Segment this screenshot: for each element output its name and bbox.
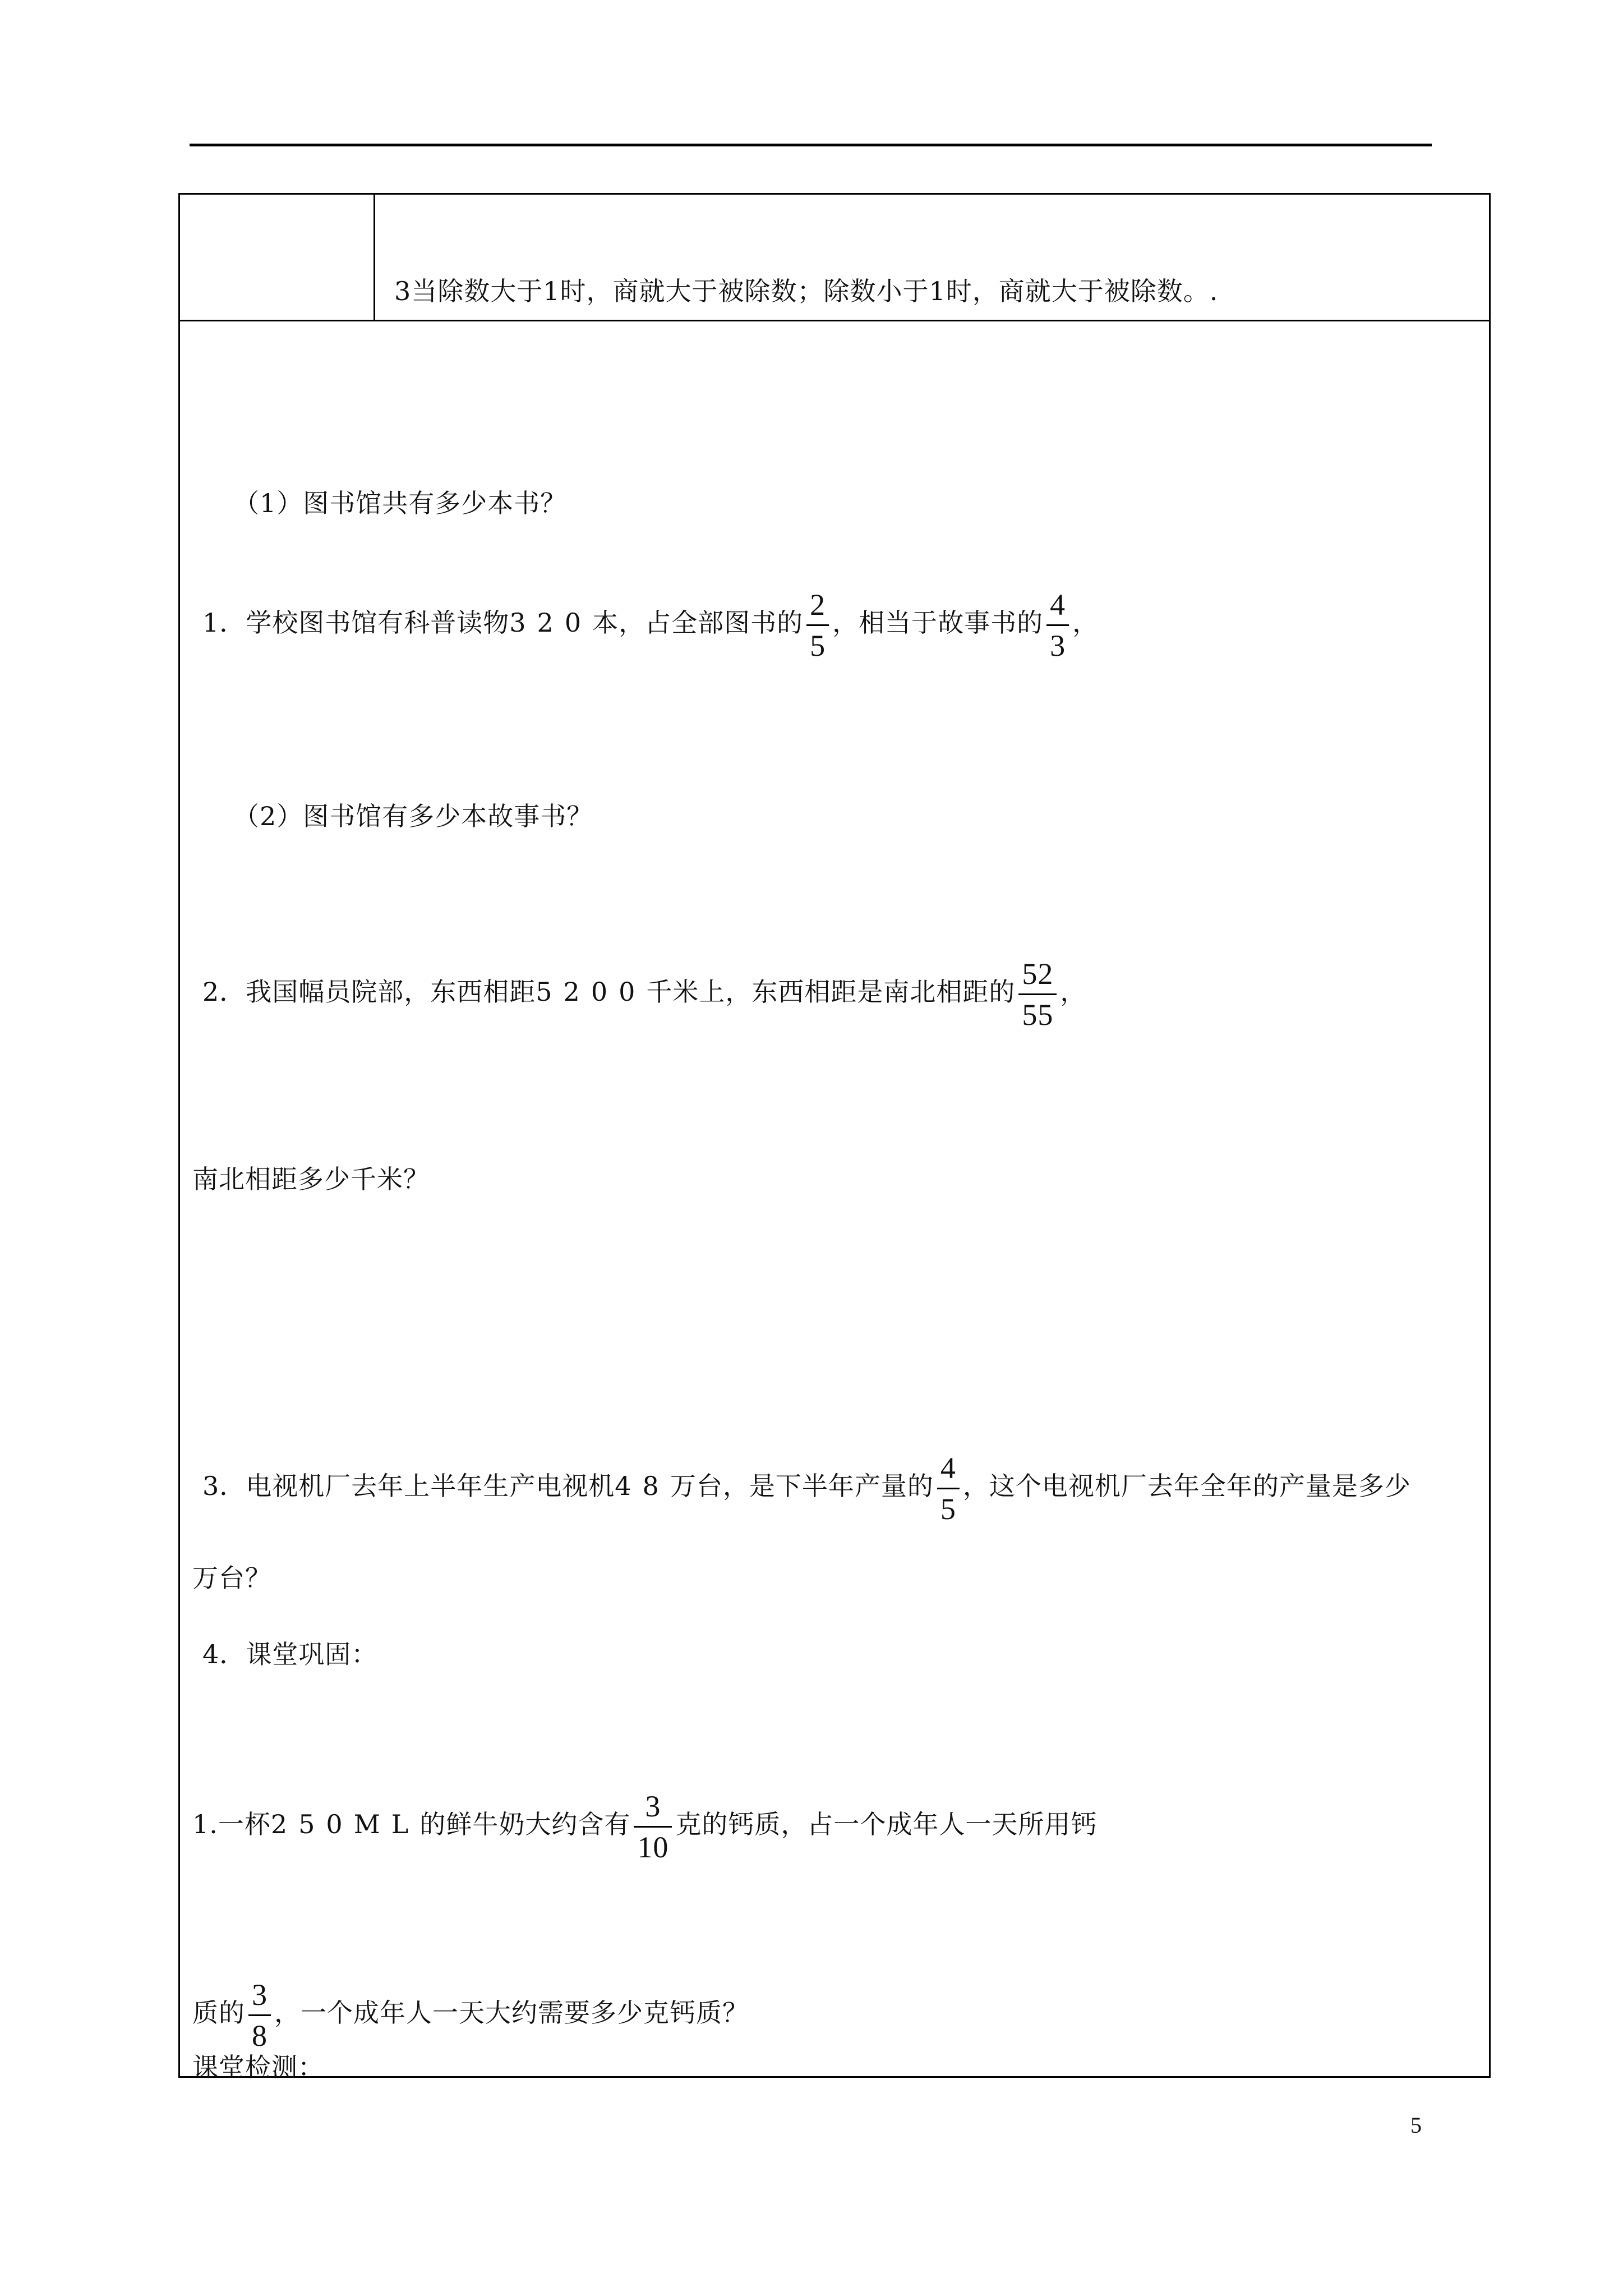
question-2 [202,944,1086,1039]
q5-mid: 的鲜牛奶大约含有 [419,1809,631,1839]
q1-sub-1: （1）图书馆共有多少本书？ [233,488,567,518]
q5-fraction-2 [248,1977,271,2053]
q3-mid: 万台，是下半年产量的 [670,1471,934,1501]
q1-fraction-1 [806,587,829,662]
q3-frac-denominator: 5 [940,1492,956,1526]
q5-number: 250ML [270,1809,420,1839]
q2-frac-numerator: 52 [1018,959,1057,995]
q1-frac1-denominator: 5 [810,628,826,662]
q1-sub-2: （2）图书馆有多少本故事书？ [233,801,593,831]
q1-mid2: ，相当于故事书的 [832,608,1044,638]
q2-number: 5200 [536,977,647,1007]
consolidation-line-2 [192,1965,749,2060]
q1-number: 320 [509,608,593,638]
q5-prefix: 1.一杯 [192,1809,271,1839]
row-divider [180,320,1489,321]
page-number: 5 [1410,2113,1422,2138]
q1-frac1-numerator: 2 [806,590,829,626]
q1-frac2-denominator: 3 [1050,628,1066,662]
q5-frac2-numerator: 3 [248,1980,271,2016]
q3-suffix: ，这个电视机厂去年全年的产量是多少 [962,1471,1411,1501]
q5-fraction [634,1791,672,1862]
q5-frac-denominator: 10 [637,1830,669,1864]
worksheet-table [178,193,1491,2082]
top-row-text: 3当除数大于1时，商就大于被除数；除数小于1时，商就大于被除数。. [394,276,1219,306]
q3-line-2: 万台？ [192,1563,271,1593]
column-divider [374,195,375,320]
q3-fraction [937,1453,960,1524]
q1-suffix: ， [1072,608,1099,638]
final-label: 课堂检测： [192,2052,324,2082]
q3-number: 48 [615,1471,670,1501]
q2-prefix: 2．我国幅员院部，东西相距 [202,977,536,1007]
q5-frac-numerator: 3 [634,1791,672,1828]
q2-mid: 千米上，东西相距是南北相距的 [646,977,1016,1007]
q1-frac2-numerator: 4 [1046,590,1069,626]
q5-line2-prefix: 质的 [192,1998,245,2028]
q5-suffix: 克的钙质，占一个成年人一天所用钙 [675,1809,1098,1839]
question-1 [202,575,1099,670]
q1-mid: 本，占全部图书的 [592,608,804,638]
q1-fraction-2 [1046,587,1069,662]
q5-line2-suffix: ，一个成年人一天大约需要多少克钙质？ [274,1998,749,2028]
q2-line-2: 南北相距多少千米？ [192,1164,430,1194]
q2-fraction [1018,956,1057,1032]
q4-heading: 4．课堂巩固： [202,1639,378,1669]
q1-prefix: 1．学校图书馆有科普读物 [202,608,510,638]
q2-frac-denominator: 55 [1022,997,1054,1032]
q3-prefix: 3．电视机厂去年上半年生产电视机 [202,1471,615,1501]
q3-frac-numerator: 4 [937,1453,960,1489]
q5-frac2-denominator: 8 [252,2018,268,2053]
question-3 [202,1438,1411,1534]
q2-suffix: ， [1060,977,1087,1007]
consolidation-question [192,1777,1097,1872]
header-rule [190,144,1432,146]
